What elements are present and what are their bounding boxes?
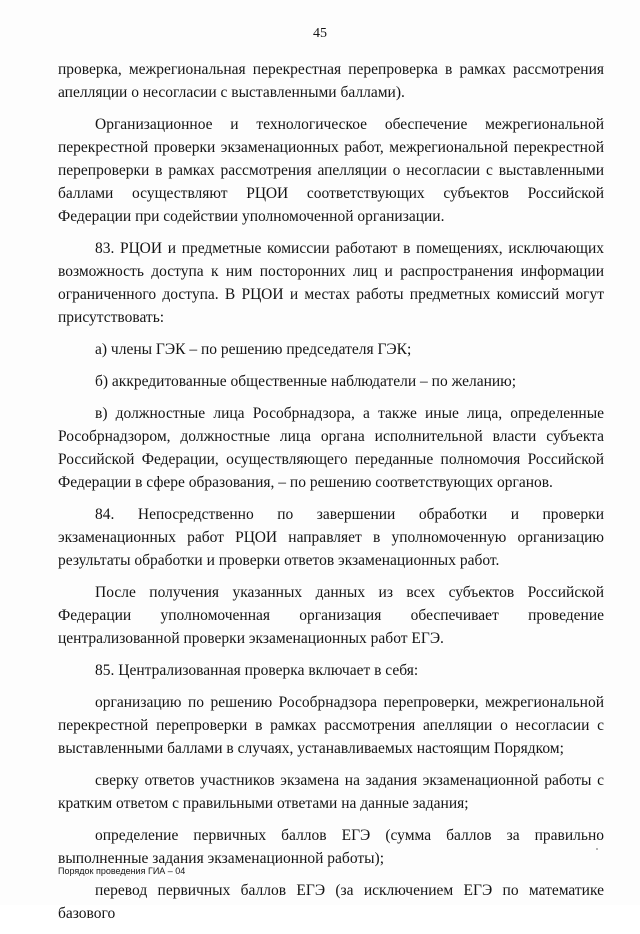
scan-dot: [596, 848, 598, 850]
page-footer: Порядок проведения ГИА – 04: [58, 866, 186, 876]
paragraph-item-84: 84. Непосредственно по завершении обработки и проверки экзаменационных работ РЦОИ направляет в уполномоченную организацию результаты обработки и проверки ответов экзаменационных работ.: [58, 506, 604, 569]
paragraph-continuation: проверка, межрегиональная перекрестная перепроверка в рамках рассмотрения апелляции о несогласии с выставленными баллами).: [58, 61, 604, 101]
page-number: 45: [313, 26, 327, 41]
list-item-answer-check: сверку ответов участников экзамена на задания экзаменационной работы с кратким ответом с правильными ответами на данные задания;: [58, 772, 604, 812]
list-item-score-conversion: перевод первичных баллов ЕГЭ (за исключением ЕГЭ по математике базового: [58, 882, 604, 922]
paragraph-item-83: 83. РЦОИ и предметные комиссии работают в помещениях, исключающих возможность доступа к ним посторонних лиц и распространения информации ограниченного доступа. В РЦОИ и местах работы предметных комиссий могут присутствовать:: [58, 240, 604, 326]
list-item-primary-scores: определение первичных баллов ЕГЭ (сумма баллов за правильно выполненные задания экзаменационной работы);: [58, 827, 604, 867]
list-item-b: б) аккредитованные общественные наблюдатели – по желанию;: [95, 373, 517, 390]
list-item-a: а) члены ГЭК – по решению председателя ГЭК;: [95, 341, 412, 358]
paragraph-after-receipt: После получения указанных данных из всех субъектов Российской Федерации уполномоченная организация обеспечивает проведение централизованной проверки экзаменационных работ ЕГЭ.: [58, 584, 604, 647]
paragraph-organizational-support: Организационное и технологическое обеспечение межрегиональной перекрестной проверки экзаменационных работ, межрегиональной перекрестной перепроверки в рамках рассмотрения апелляции о несогласии с выставленными баллами осуществляют РЦОИ соответствующих субъектов Российской Федерации при содействии уполномоченной организации.: [58, 116, 604, 225]
list-item-v: в) должностные лица Рособрнадзора, а также иные лица, определенные Рособрнадзором, должностные лица органа исполнительной власти субъекта Российской Федерации, осуществляющего переданные полномочия Российской Федерации в сфере образования, – по решению соответствующих органов.: [58, 405, 604, 491]
document-body: [58, 58, 604, 934]
list-item-reverification: организацию по решению Рособрнадзора перепроверки, межрегиональной перекрестной перепроверки в рамках рассмотрения апелляции о несогласии с выставленными баллами в случаях, устанавливаемых настоящим Порядком;: [58, 694, 604, 757]
paragraph-item-85: 85. Централизованная проверка включает в себя:: [95, 662, 419, 679]
